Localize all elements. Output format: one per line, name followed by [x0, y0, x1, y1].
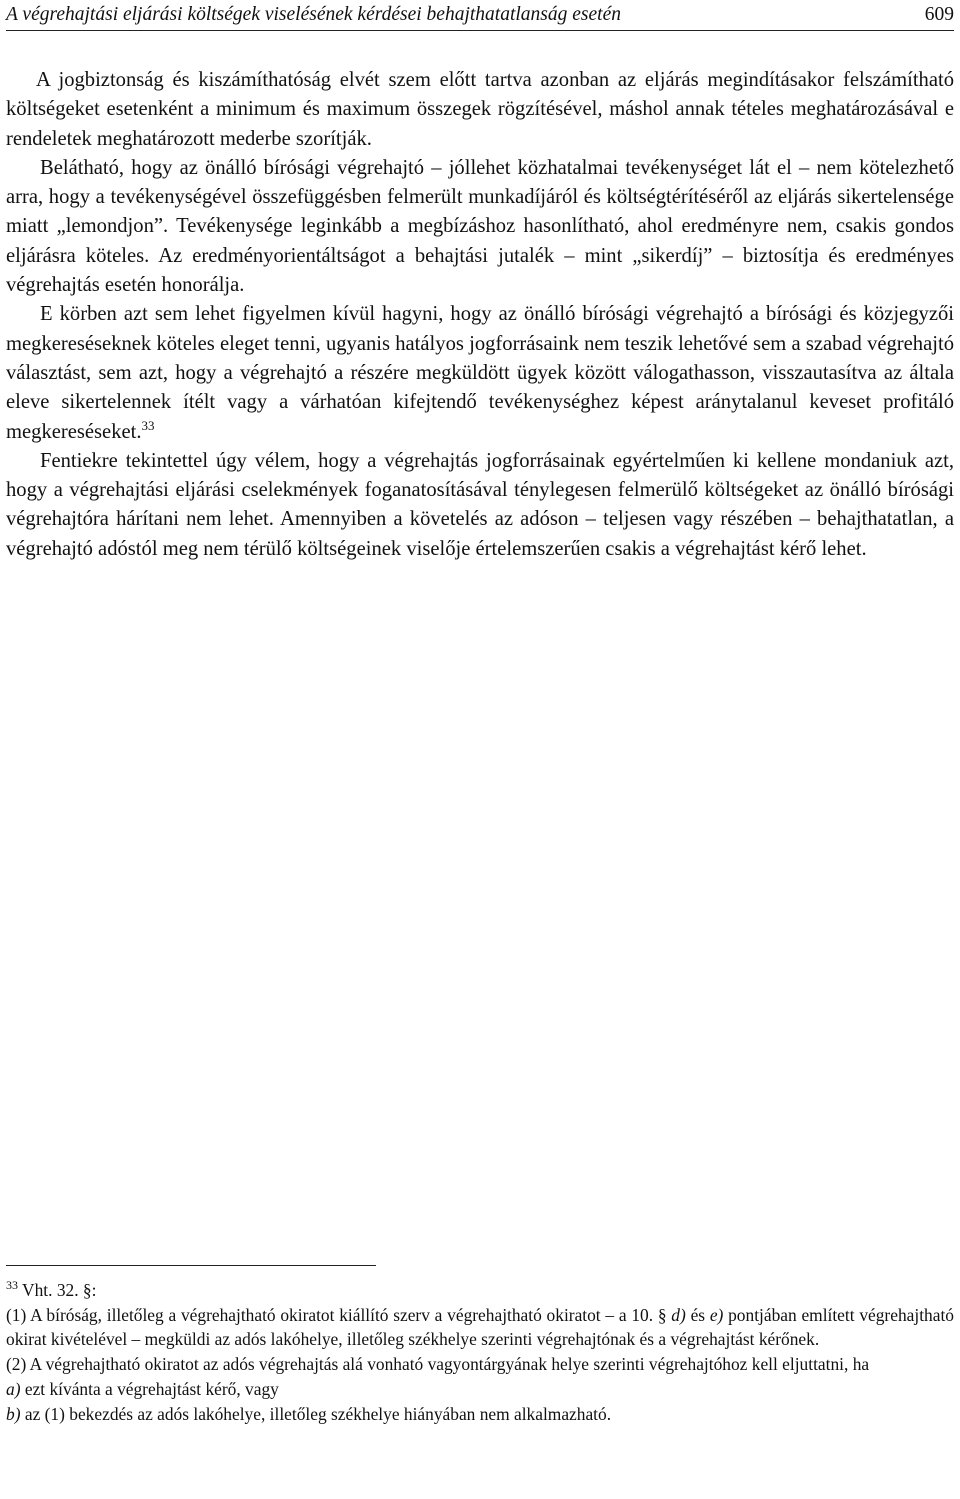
- footnote-item-a: [6, 1377, 954, 1402]
- paragraph-2: Belátható, hogy az önálló bírósági végrehajtó – jóllehet közhatalmai tevékenységet lát el – nem kötelezhető arra, hogy a tevékenységével összefüggésben felmerült munkadíjáról és költségtérítéséről az eljárás sikertelensége miatt „lemondjon”. Tevékenysége leginkább a megbízáshoz hasonlítható, ahol eredményre nem, csakis gondos eljárásra köteles. Az eredményorientáltságot a behajtási jutalék – mint „sikerdíj” – biztosítja és eredményes végrehajtás esetén honorálja.: [6, 156, 954, 297]
- footnote-number: 33: [6, 1278, 18, 1292]
- paragraph-4: Fentiekre tekintettel úgy vélem, hogy a végrehajtás jogforrásainak egyértelműen ki kellene mondaniuk azt, hogy a végrehajtási eljárási cselekmények foganatosításával ténylegesen felmerülő költségeket az önálló bírósági végrehajtóra hárítani nem lehet. Amennyiben a követelés az adóson – teljesen vagy részében – behajthatatlan, a végrehajtó adóstól meg nem térülő költségeinek viselője értelemszerűen csakis a végrehajtást kérő lehet.: [6, 449, 954, 560]
- footnote-item-a-text: ezt kívánta a végrehajtást kérő, vagy: [24, 1378, 279, 1399]
- footnote-item-b: [6, 1402, 954, 1427]
- footnote-item-a-label: a): [6, 1378, 21, 1399]
- footnote-item-1-e: e): [709, 1304, 724, 1325]
- paragraph-1: A jogbiztonság és kiszámíthatóság elvét szem előtt tartva azonban az eljárás megindításakor felszámítható költségeket esetenként a minimum és maximum összegek rögzítésével, máshol annak tételes meghatározásával e rendeletek meghatározott mederbe szorítják.: [6, 69, 954, 150]
- footnote-item-b-label: b): [6, 1403, 21, 1424]
- footnote-separator: [6, 1265, 376, 1266]
- footnote-item-2: (2) A végrehajtható okiratot az adós végrehajtás alá vonható vagyontárgyának helye szerinti végrehajtóhoz kell eljuttatni, ha: [6, 1354, 870, 1375]
- paragraph-3-text: E körben azt sem lehet figyelmen kívül hagyni, hogy az önálló bírósági végrehajtó a bírósági és közjegyzői megkereséseknek köteles eleget tenni, ugyanis hatályos jogforrásaink nem teszik lehetővé sem a szabad végrehajtó választást, sem azt, hogy a végrehajtó a részére megküldött ügyek között válogathasson, visszautasítva az általa eleve sikertelennek ítélt vagy a várhatóan kifejtendő tevékenységhez képest aránytalanul keveset profitáló megkereséseket.: [6, 303, 954, 443]
- footnote-reference[interactable]: 33: [141, 417, 155, 433]
- footnote-item-1-and: és: [690, 1304, 706, 1325]
- footnote-heading: [6, 1278, 954, 1303]
- footnote-item-b-text: az (1) bekezdés az adós lakóhelye, illetőleg székhelye hiányában nem alkalmazható.: [24, 1403, 612, 1424]
- footnote-item-1-d: d): [671, 1304, 686, 1325]
- paragraph-3: [6, 300, 954, 446]
- footnotes: [6, 1278, 954, 1426]
- running-title: A végrehajtási eljárási költségek viselésének kérdései behajthatatlanság esetén: [6, 4, 621, 25]
- footnote-item-1-start: (1) A bíróság, illetőleg a végrehajtható okiratot kiállító szerv a végrehajtható okiratot – a 10. §: [6, 1304, 667, 1325]
- body-text: [6, 66, 954, 564]
- page-number: 609: [924, 4, 954, 25]
- footnote-item-1: [6, 1303, 954, 1352]
- page-header: [6, 2, 954, 31]
- footnote-source: Vht. 32. §:: [22, 1280, 97, 1300]
- footnote-item-1-end: pontjában említett végrehajtható okirat kivételével – megküldi az adós lakóhelye, illetőleg székhelye szerinti végrehajtónak és a végrehajtást kérőnek.: [6, 1304, 954, 1350]
